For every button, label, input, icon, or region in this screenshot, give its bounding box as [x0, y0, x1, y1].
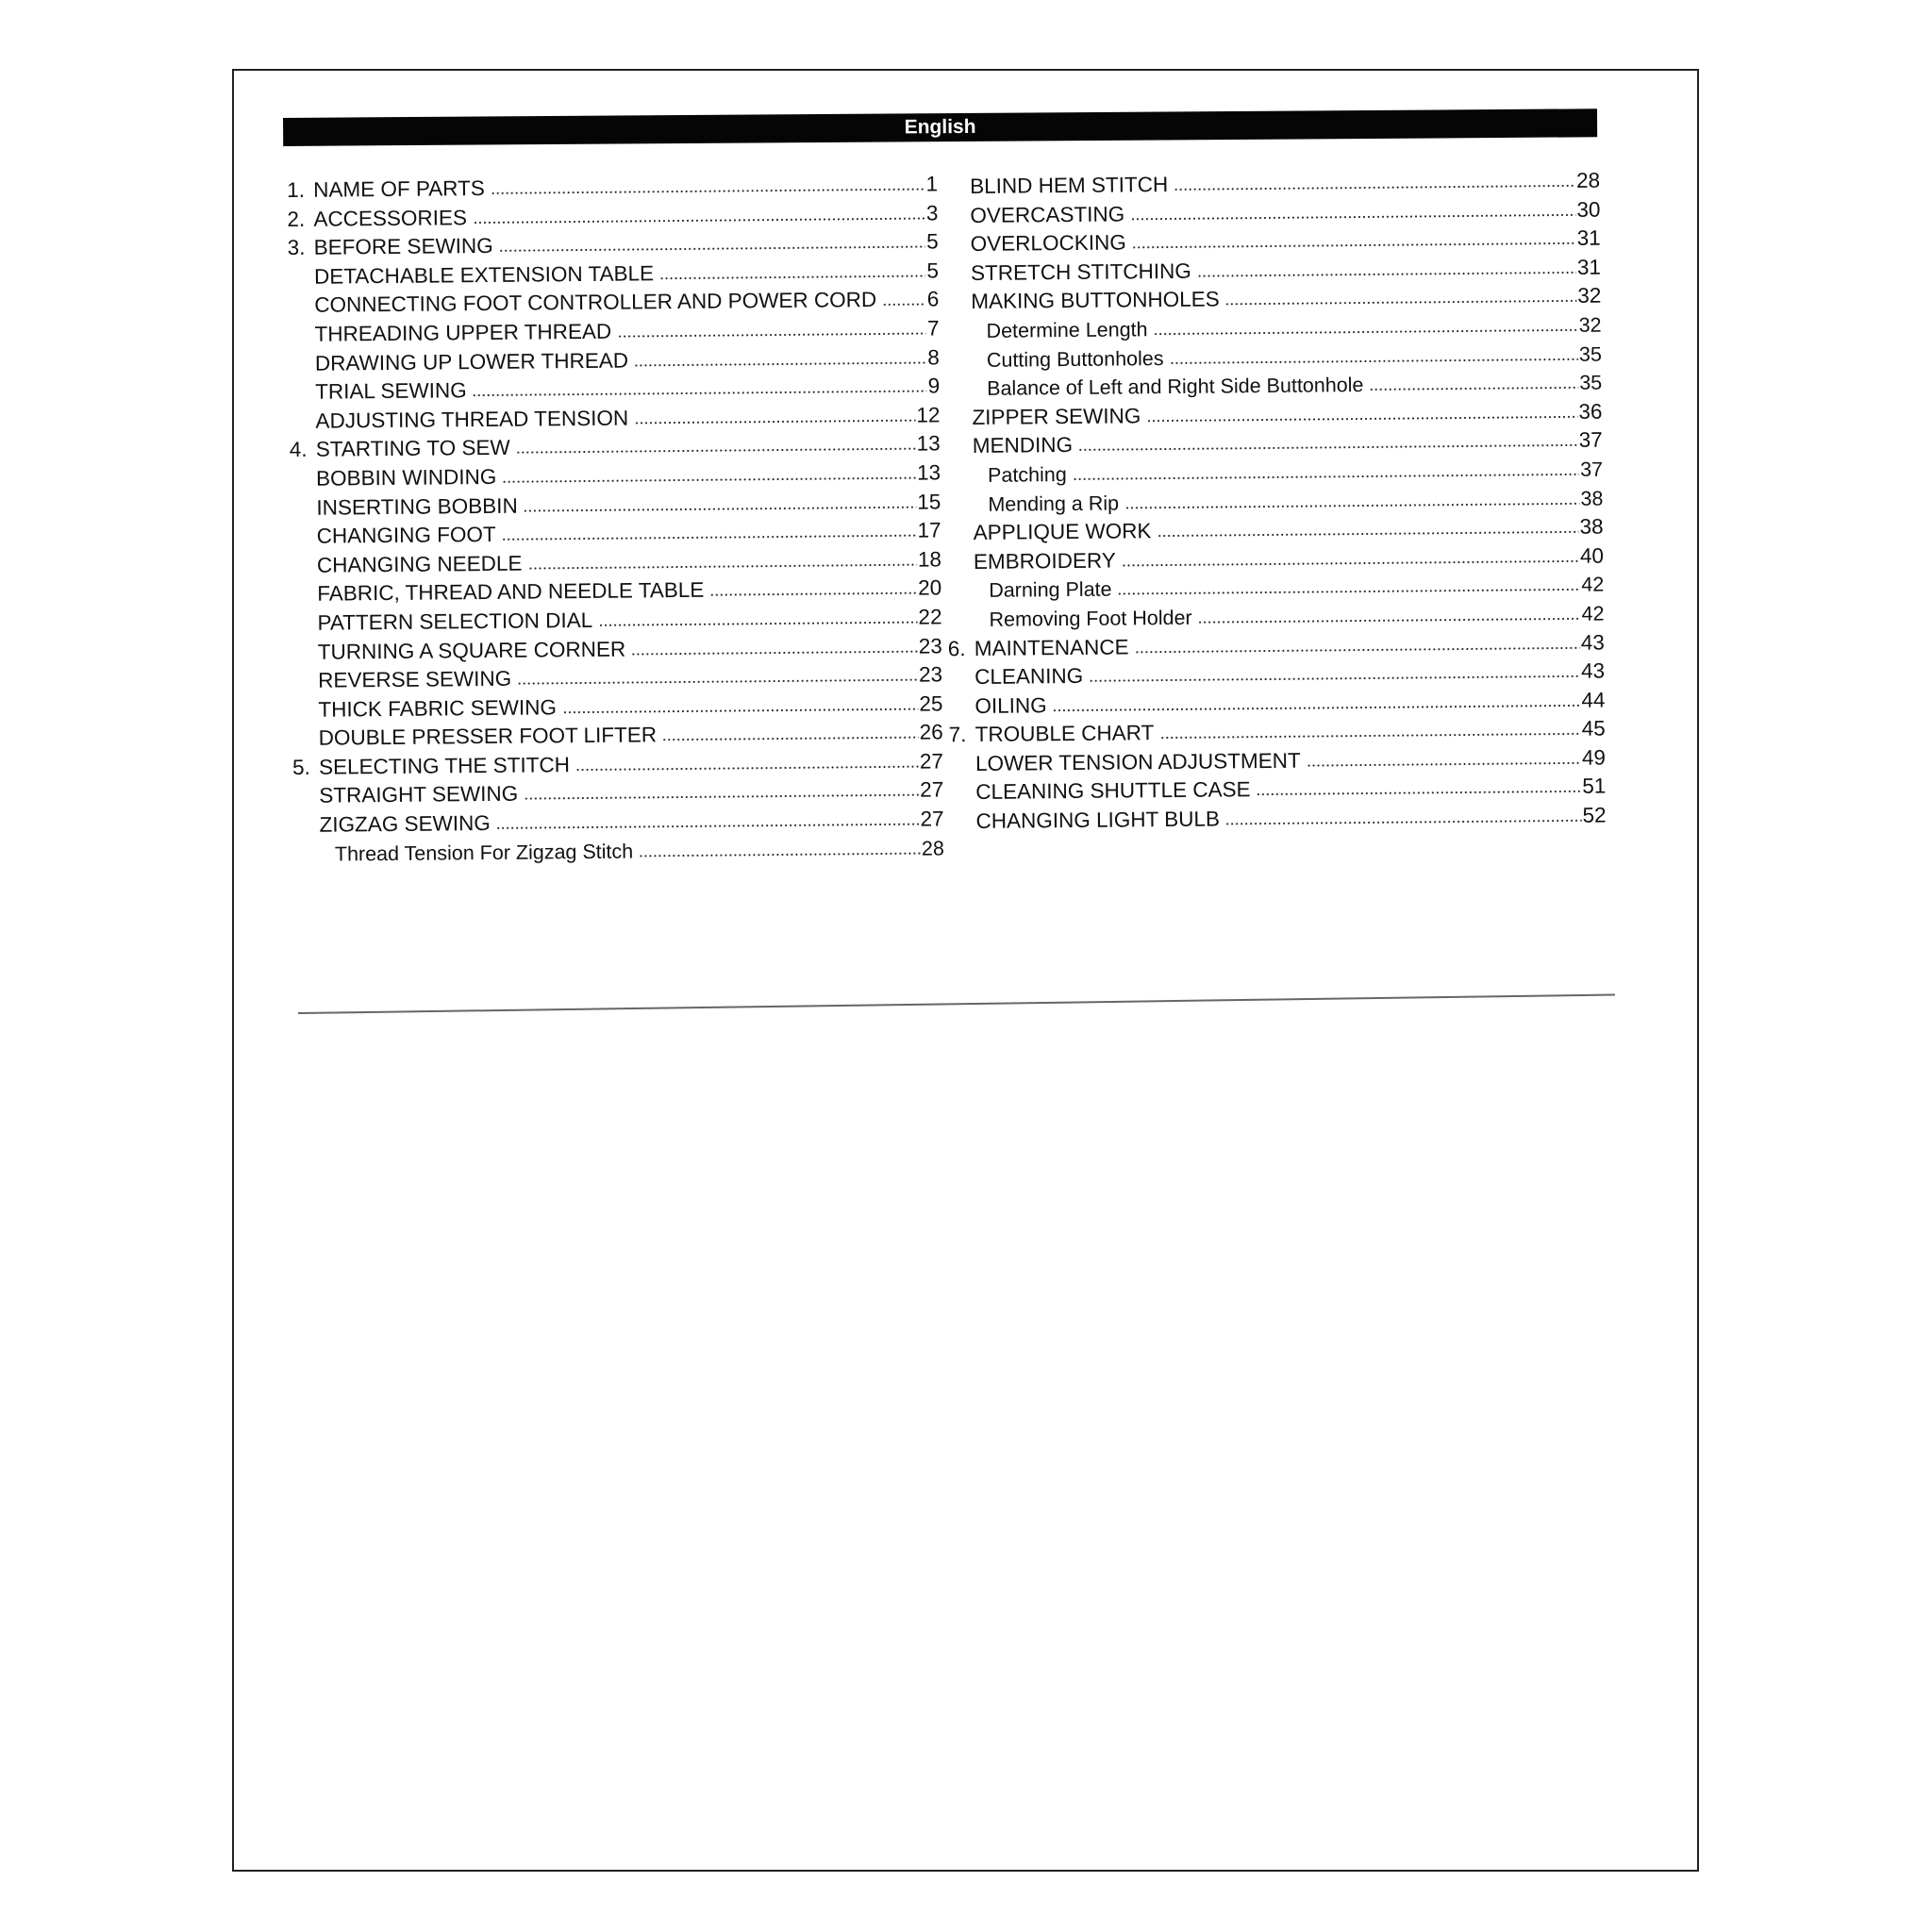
toc-entry-number: 3. — [287, 236, 306, 260]
toc-entry-page-number: 37 — [1580, 458, 1604, 481]
toc-entry-label: Determine Length — [986, 318, 1148, 342]
toc-entry-label: EMBROIDERY — [973, 548, 1116, 574]
dot-leader — [1130, 199, 1575, 221]
toc-entry-page-number: 23 — [918, 662, 943, 687]
toc-left-column — [287, 170, 944, 869]
dot-leader — [562, 693, 919, 714]
toc-entry-page-number: 32 — [1577, 283, 1602, 308]
toc-entry — [975, 802, 1606, 837]
toc-entry-label: DOUBLE PRESSER FOOT LIFTER — [318, 723, 658, 750]
toc-entry-label: ZIPPER SEWING — [972, 404, 1141, 429]
toc-entry-page-number: 5 — [926, 258, 940, 283]
toc-entry-page-number: 13 — [916, 460, 941, 485]
dot-leader — [524, 780, 919, 801]
toc-entry-page-number: 35 — [1578, 342, 1602, 366]
dot-leader — [1157, 517, 1578, 538]
dot-leader — [517, 665, 918, 686]
toc-entry-label: MENDING — [972, 433, 1074, 458]
toc-entry-label: FABRIC, THREAD AND NEEDLE TABLE — [317, 578, 705, 607]
toc-entry-label: OVERCASTING — [970, 202, 1125, 227]
dot-leader — [1132, 228, 1576, 250]
dot-leader — [1153, 315, 1577, 336]
toc-entry-label: Darning Plate — [989, 577, 1112, 603]
toc-entry-page-number: 40 — [1579, 543, 1605, 568]
toc-entry-label: Thread Tension For Zigzag Stitch — [334, 840, 634, 866]
toc-entry-label: DRAWING UP LOWER THREAD — [314, 348, 629, 375]
toc-entry-page-number: 42 — [1581, 573, 1605, 597]
dot-leader — [527, 549, 917, 570]
toc-entry-page-number: 42 — [1581, 602, 1605, 625]
toc-entry-label: Mending a Rip — [988, 491, 1120, 516]
dot-leader — [1307, 748, 1582, 768]
dot-leader — [634, 405, 915, 425]
document-page — [232, 69, 1699, 1872]
dot-leader — [1198, 604, 1581, 625]
dot-leader — [1225, 806, 1582, 826]
toc-entry-page-number: 26 — [919, 720, 943, 744]
toc-entry-page-number: 43 — [1580, 658, 1606, 683]
toc-entry-number: 5. — [291, 755, 310, 779]
toc-right-column — [947, 167, 1607, 837]
toc-entry-label: Balance of Left and Right Side Buttonhole — [987, 374, 1364, 400]
dot-leader — [1369, 373, 1578, 391]
dot-leader — [491, 175, 925, 195]
toc-entry-page-number: 20 — [918, 575, 942, 600]
toc-entry-page-number: 49 — [1581, 745, 1607, 770]
toc-entry-label: CHANGING NEEDLE — [316, 551, 523, 577]
toc-entry-label: PATTERN SELECTION DIAL — [317, 608, 593, 635]
dot-leader — [1078, 430, 1578, 452]
toc-entry-label: BOBBIN WINDING — [315, 464, 497, 491]
toc-entry-label: STARTING TO SEW — [315, 436, 510, 462]
toc-entry-label: Patching — [987, 462, 1067, 487]
toc-entry-page-number: 8 — [927, 344, 940, 370]
toc-entry-label: TURNING A SQUARE CORNER — [317, 637, 626, 664]
toc-entry-label: TRIAL SEWING — [315, 378, 467, 404]
toc-entry — [293, 834, 944, 869]
toc-entry-page-number: 13 — [916, 431, 941, 456]
toc-entry-label: REVERSE SEWING — [318, 666, 512, 692]
toc-entry-label: BLIND HEM STITCH — [970, 172, 1169, 198]
toc-entry-label: CHANGING FOOT — [316, 523, 496, 548]
toc-entry-label: OILING — [974, 692, 1047, 718]
dot-leader — [1146, 402, 1577, 423]
toc-entry-page-number: 27 — [920, 777, 944, 803]
dot-leader — [709, 578, 917, 597]
dot-leader — [1174, 171, 1575, 192]
dot-leader — [1134, 632, 1579, 654]
dot-leader — [1159, 719, 1580, 740]
toc-entry-page-number: 38 — [1579, 514, 1604, 539]
toc-entry-page-number: 32 — [1578, 313, 1602, 337]
toc-entry-label: Removing Foot Holder — [989, 606, 1192, 631]
toc-entry-page-number: 28 — [1575, 168, 1601, 192]
dot-leader — [516, 434, 916, 455]
toc-entry-label: OVERLOCKING — [970, 230, 1126, 257]
dot-leader — [617, 318, 926, 338]
toc-entry-page-number: 51 — [1582, 774, 1607, 799]
dot-leader — [1197, 258, 1576, 278]
dot-leader — [1117, 575, 1580, 596]
toc-entry-page-number: 12 — [916, 403, 941, 427]
toc-entry-label: SELECTING THE STITCH — [318, 753, 570, 779]
toc-entry-page-number: 27 — [919, 749, 944, 774]
toc-entry-page-number: 9 — [927, 374, 941, 398]
toc-entry-page-number: 28 — [921, 837, 944, 860]
toc-entry-label: CLEANING — [974, 663, 1084, 690]
dot-leader — [631, 636, 918, 656]
toc-entry-page-number: 44 — [1581, 688, 1606, 712]
toc-entry-page-number: 37 — [1578, 427, 1603, 453]
toc-entry-label: LOWER TENSION ADJUSTMENT — [974, 748, 1301, 775]
toc-entry-page-number: 36 — [1578, 399, 1603, 424]
dot-leader — [639, 838, 921, 858]
dot-leader — [598, 608, 917, 627]
dot-leader — [473, 376, 927, 398]
dot-leader — [1122, 546, 1579, 568]
dot-leader — [1073, 459, 1580, 481]
dot-leader — [1053, 690, 1581, 711]
dot-leader — [499, 232, 926, 253]
dot-leader — [1124, 488, 1580, 509]
dot-leader — [496, 809, 920, 830]
toc-entry-page-number: 3 — [925, 200, 939, 225]
toc-entry-label: APPLIQUE WORK — [973, 519, 1152, 545]
toc-entry-page-number: 17 — [917, 518, 941, 542]
toc-entry-page-number: 31 — [1576, 255, 1602, 279]
toc-entry-label: DETACHABLE EXTENSION TABLE — [313, 261, 655, 289]
dot-leader — [524, 491, 917, 512]
dot-leader — [1257, 776, 1582, 796]
toc-entry-label: THICK FABRIC SEWING — [318, 694, 558, 722]
toc-entry-number: 7. — [948, 723, 967, 747]
toc-entry-page-number: 38 — [1580, 487, 1604, 510]
language-header: English — [283, 108, 1597, 146]
dot-leader — [575, 751, 919, 771]
toc-entry-label: CLEANING SHUTTLE CASE — [975, 777, 1251, 805]
dot-leader — [1169, 343, 1578, 364]
dot-leader — [662, 723, 919, 742]
toc-entry-label: ZIGZAG SEWING — [319, 811, 491, 837]
dot-leader — [502, 463, 916, 484]
dot-leader — [1089, 661, 1580, 683]
dot-leader — [659, 260, 926, 280]
toc-entry-page-number: 25 — [919, 691, 943, 716]
toc-entry-label: ADJUSTING THREAD TENSION — [315, 406, 629, 433]
toc-entry-page-number: 52 — [1582, 803, 1607, 827]
toc-entry-page-number: 22 — [918, 605, 942, 629]
toc-entry-label: NAME OF PARTS — [313, 175, 485, 202]
toc-entry-label: STRAIGHT SEWING — [319, 782, 519, 808]
toc-entry-page-number: 31 — [1576, 225, 1601, 251]
toc-entry-label: THREADING UPPER THREAD — [314, 319, 612, 346]
toc-entry-label: TROUBLE CHART — [974, 721, 1155, 747]
toc-entry-number: 4. — [289, 438, 308, 462]
toc-entry-page-number: 30 — [1576, 197, 1601, 222]
toc-entry-page-number: 43 — [1580, 630, 1605, 655]
toc-entry-page-number: 23 — [918, 633, 942, 658]
toc-entry-page-number: 7 — [926, 316, 940, 341]
dot-leader — [634, 347, 927, 367]
toc-entry-page-number: 15 — [917, 489, 941, 514]
toc-entry-number: 6. — [947, 636, 966, 660]
toc-entry-page-number: 6 — [926, 287, 940, 311]
toc-entry-page-number: 5 — [926, 229, 939, 254]
toc-entry-page-number: 1 — [925, 172, 939, 196]
dot-leader — [502, 521, 917, 541]
toc-entry-label: MAKING BUTTONHOLES — [971, 287, 1220, 314]
dot-leader — [473, 203, 925, 225]
toc-entry-label: Cutting Buttonholes — [986, 346, 1164, 372]
toc-entry-label: CHANGING LIGHT BULB — [975, 807, 1221, 834]
toc-entry-label: STRETCH STITCHING — [970, 258, 1191, 285]
toc-entry-page-number: 18 — [917, 547, 942, 572]
toc-entry-label: ACCESSORIES — [313, 205, 468, 231]
toc-entry-label: BEFORE SEWING — [313, 234, 493, 259]
toc-entry-page-number: 45 — [1581, 716, 1606, 741]
dot-leader — [1225, 286, 1577, 307]
toc-entry-label: CONNECTING FOOT CONTROLLER AND POWER CORD — [314, 288, 877, 318]
section-divider — [298, 994, 1615, 1014]
toc-entry-number: 1. — [287, 177, 306, 202]
dot-leader — [882, 290, 926, 307]
toc-entry-label: MAINTENANCE — [974, 634, 1129, 660]
toc-entry-label: INSERTING BOBBIN — [316, 493, 518, 520]
toc-entry-page-number: 27 — [920, 807, 944, 831]
toc-entry-number: 2. — [287, 207, 306, 231]
toc-entry-page-number: 35 — [1579, 371, 1603, 394]
